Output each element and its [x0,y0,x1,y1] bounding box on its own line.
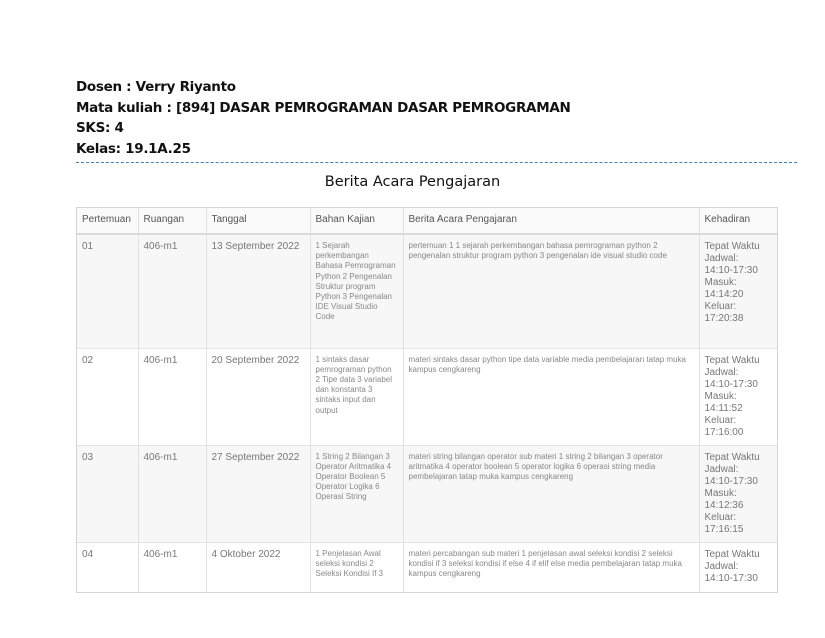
cell-bahan-kajian: 1 sintaks dasar pemrograman python 2 Tipe data 3 variabel dan konstanta 3 sintaks input dan output [310,348,403,445]
cell-bahan-kajian: 1 Penjelasan Awal seleksi kondisi 2 Seleksi Kondisi If 3 [310,542,403,592]
cell-tanggal: 20 September 2022 [206,348,310,445]
attendance-label: Keluar: [704,414,737,426]
col-header-berita-acara: Berita Acara Pengajaran [403,208,699,234]
page-title: Berita Acara Pengajaran [324,174,501,190]
cell-ruangan: 406-m1 [138,348,206,445]
cell-tanggal: 13 September 2022 [206,234,310,348]
attendance-label: Keluar: [704,301,737,312]
attendance-status: Tepat Waktu [704,451,760,463]
attendance-label: Masuk: [704,487,737,499]
attendance-label: Masuk: [704,390,737,402]
cell-kehadiran [699,542,777,592]
cell-bahan-kajian: 1 Sejarah perkembangan Bahasa Pemrograman Python 2 Pengenalan Struktur program Python 3 Pengenalan IDE Visual Studio Code [310,234,403,348]
cell-kehadiran [699,234,777,348]
col-header-bahan-kajian: Bahan Kajian [310,208,403,234]
attendance-value: 14:11:52 [704,402,743,414]
cell-ruangan: 406-m1 [138,542,206,592]
col-header-kehadiran: Kehadiran [704,214,751,225]
cell-kehadiran [699,348,777,445]
cell-bahan-kajian: 1 String 2 Bilangan 3 Operator Aritmatika 4 Operator Boolean 5 Operator Logika 6 Operasi String [310,445,403,542]
attendance-label: Masuk: [704,277,737,288]
teaching-record-table [76,207,778,593]
table-row [77,542,777,592]
attendance-value: 14:10-17:30 [704,378,758,390]
col-header-ruangan: Ruangan [138,208,206,234]
cell-ruangan: 406-m1 [138,445,206,542]
col-header-pertemuan: Pertemuan [77,208,138,234]
cell-pertemuan: 01 [77,234,138,348]
attendance-value: 14:10-17:30 [704,475,758,487]
attendance-value: 17:20:38 [704,313,744,324]
attendance-value: 17:16:00 [704,426,744,438]
attendance-status: Tepat Waktu [704,354,760,366]
cell-pertemuan: 03 [77,445,138,542]
cell-tanggal: 4 Oktober 2022 [206,542,310,592]
cell-tanggal: 27 September 2022 [206,445,310,542]
cell-ruangan: 406-m1 [138,234,206,348]
attendance-value: 14:10-17:30 [704,572,758,584]
attendance-status: Tepat Waktu [704,241,760,252]
cell-pertemuan: 04 [77,542,138,592]
table-header-row [77,208,777,234]
attendance-status: Tepat Waktu [704,548,760,560]
class-code: Kelas: 19.1A.25 [76,140,191,157]
cell-pertemuan: 02 [77,348,138,445]
attendance-label: Jadwal: [704,366,739,378]
cell-berita-acara: pertemuan 1 1 sejarah perkembangan bahasa pemrograman python 2 pengenalan struktur program python 3 pengenalan ide visual studio code [403,234,699,348]
course-name: Mata kuliah : [894] DASAR PEMROGRAMAN DASAR PEMROGRAMAN [76,99,571,116]
attendance-value: 17:16:15 [704,523,744,535]
cell-berita-acara: materi sintaks dasar python tipe data variable media pembelajaran tatap muka kampus cengkareng [403,348,699,445]
lecturer-name: Dosen : Verry Riyanto [76,79,236,95]
credits: SKS: 4 [76,120,124,136]
cell-berita-acara: materi percabangan sub materi 1 penjelasan awal seleksi kondisi 2 seleksi kondisi if 3 seleksi kondisi if else 4 if elif else media pembelajaran tatap muka kampus cengkareng [403,542,699,592]
table-row [77,234,777,348]
attendance-label: Jadwal: [704,253,739,264]
table-row [77,445,777,542]
col-header-tanggal: Tanggal [206,208,310,234]
attendance-value: 14:14:20 [704,289,744,300]
attendance-label: Jadwal: [704,463,739,475]
dashed-divider [76,162,797,163]
cell-kehadiran [699,445,777,542]
course-info [76,77,570,159]
cell-berita-acara: materi string bilangan operator sub materi 1 string 2 bilangan 3 operator aritmatika 4 operator boolean 5 operator logika 6 operasi string media pembelajaran tatap muka kampus cengkareng [403,445,699,542]
attendance-value: 14:10-17:30 [704,265,758,276]
table-row [77,348,777,445]
attendance-label: Keluar: [704,511,737,523]
attendance-label: Jadwal: [704,560,739,572]
attendance-value: 14:12:36 [704,499,744,511]
